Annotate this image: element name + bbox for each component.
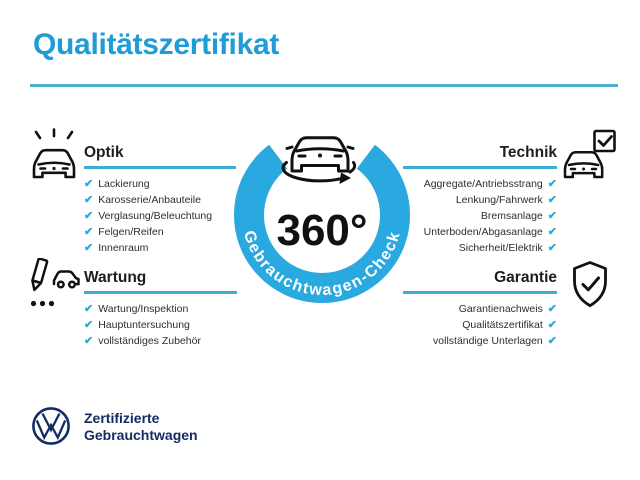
check-icon: ✔: [547, 193, 557, 206]
check-icon: ✔: [547, 225, 557, 238]
list-item-label: Karosserie/Anbauteile: [98, 194, 201, 206]
page-title: Qualitätszertifikat: [33, 28, 280, 61]
section-title-technik: Technik: [499, 144, 557, 161]
check-icon: ✔: [547, 318, 557, 331]
list-item-label: Garantienachweis: [458, 303, 543, 315]
footer-line1: Zertifizierte: [84, 410, 160, 426]
check-icon: ✔: [84, 193, 94, 206]
list-item-label: Innenraum: [98, 242, 149, 254]
list-item-label: Verglasung/Beleuchtung: [98, 210, 213, 222]
list-item-label: Aggregate/Antriebsstrang: [423, 178, 543, 190]
footer-brand-text: [84, 410, 198, 443]
footer-line2: Gebrauchtwagen: [84, 426, 198, 443]
section-title-garantie: Garantie: [494, 269, 557, 286]
list-item-label: Felgen/Reifen: [98, 226, 164, 238]
list-item-label: Bremsanlage: [480, 210, 543, 222]
check-icon: ✔: [547, 302, 557, 315]
check-icon: ✔: [547, 209, 557, 222]
degree-label: 360°: [276, 206, 368, 255]
check-icon: ✔: [84, 302, 94, 315]
check-icon: ✔: [84, 318, 94, 331]
list-item-label: Sicherheit/Elektrik: [458, 242, 543, 254]
check-icon: ✔: [84, 177, 94, 190]
list-item-label: Lenkung/Fahrwerk: [455, 194, 543, 206]
list-item-label: Lackierung: [98, 178, 150, 190]
list-item-label: vollständiges Zubehör: [98, 335, 201, 347]
check-icon: ✔: [547, 177, 557, 190]
list-item-label: Unterboden/Abgasanlage: [423, 226, 543, 238]
list-item-label: Wartung/Inspektion: [98, 303, 189, 315]
vw-logo: [31, 406, 71, 446]
check-icon: ✔: [84, 334, 94, 347]
check-icon: ✔: [84, 225, 94, 238]
section-title-wartung: Wartung: [84, 269, 147, 286]
ring-curved-text: Gebrauchtwagen-Check: [239, 228, 405, 300]
check-icon: ✔: [547, 241, 557, 254]
check-icon: ✔: [84, 209, 94, 222]
check-icon: ✔: [84, 241, 94, 254]
section-title-optik: Optik: [84, 144, 124, 161]
check-icon: ✔: [547, 334, 557, 347]
list-item-label: Qualitätszertifikat: [462, 319, 543, 331]
list-item-label: Hauptuntersuchung: [98, 319, 190, 331]
list-item-label: vollständige Unterlagen: [433, 335, 543, 347]
car-rotation-icon: [283, 138, 354, 184]
